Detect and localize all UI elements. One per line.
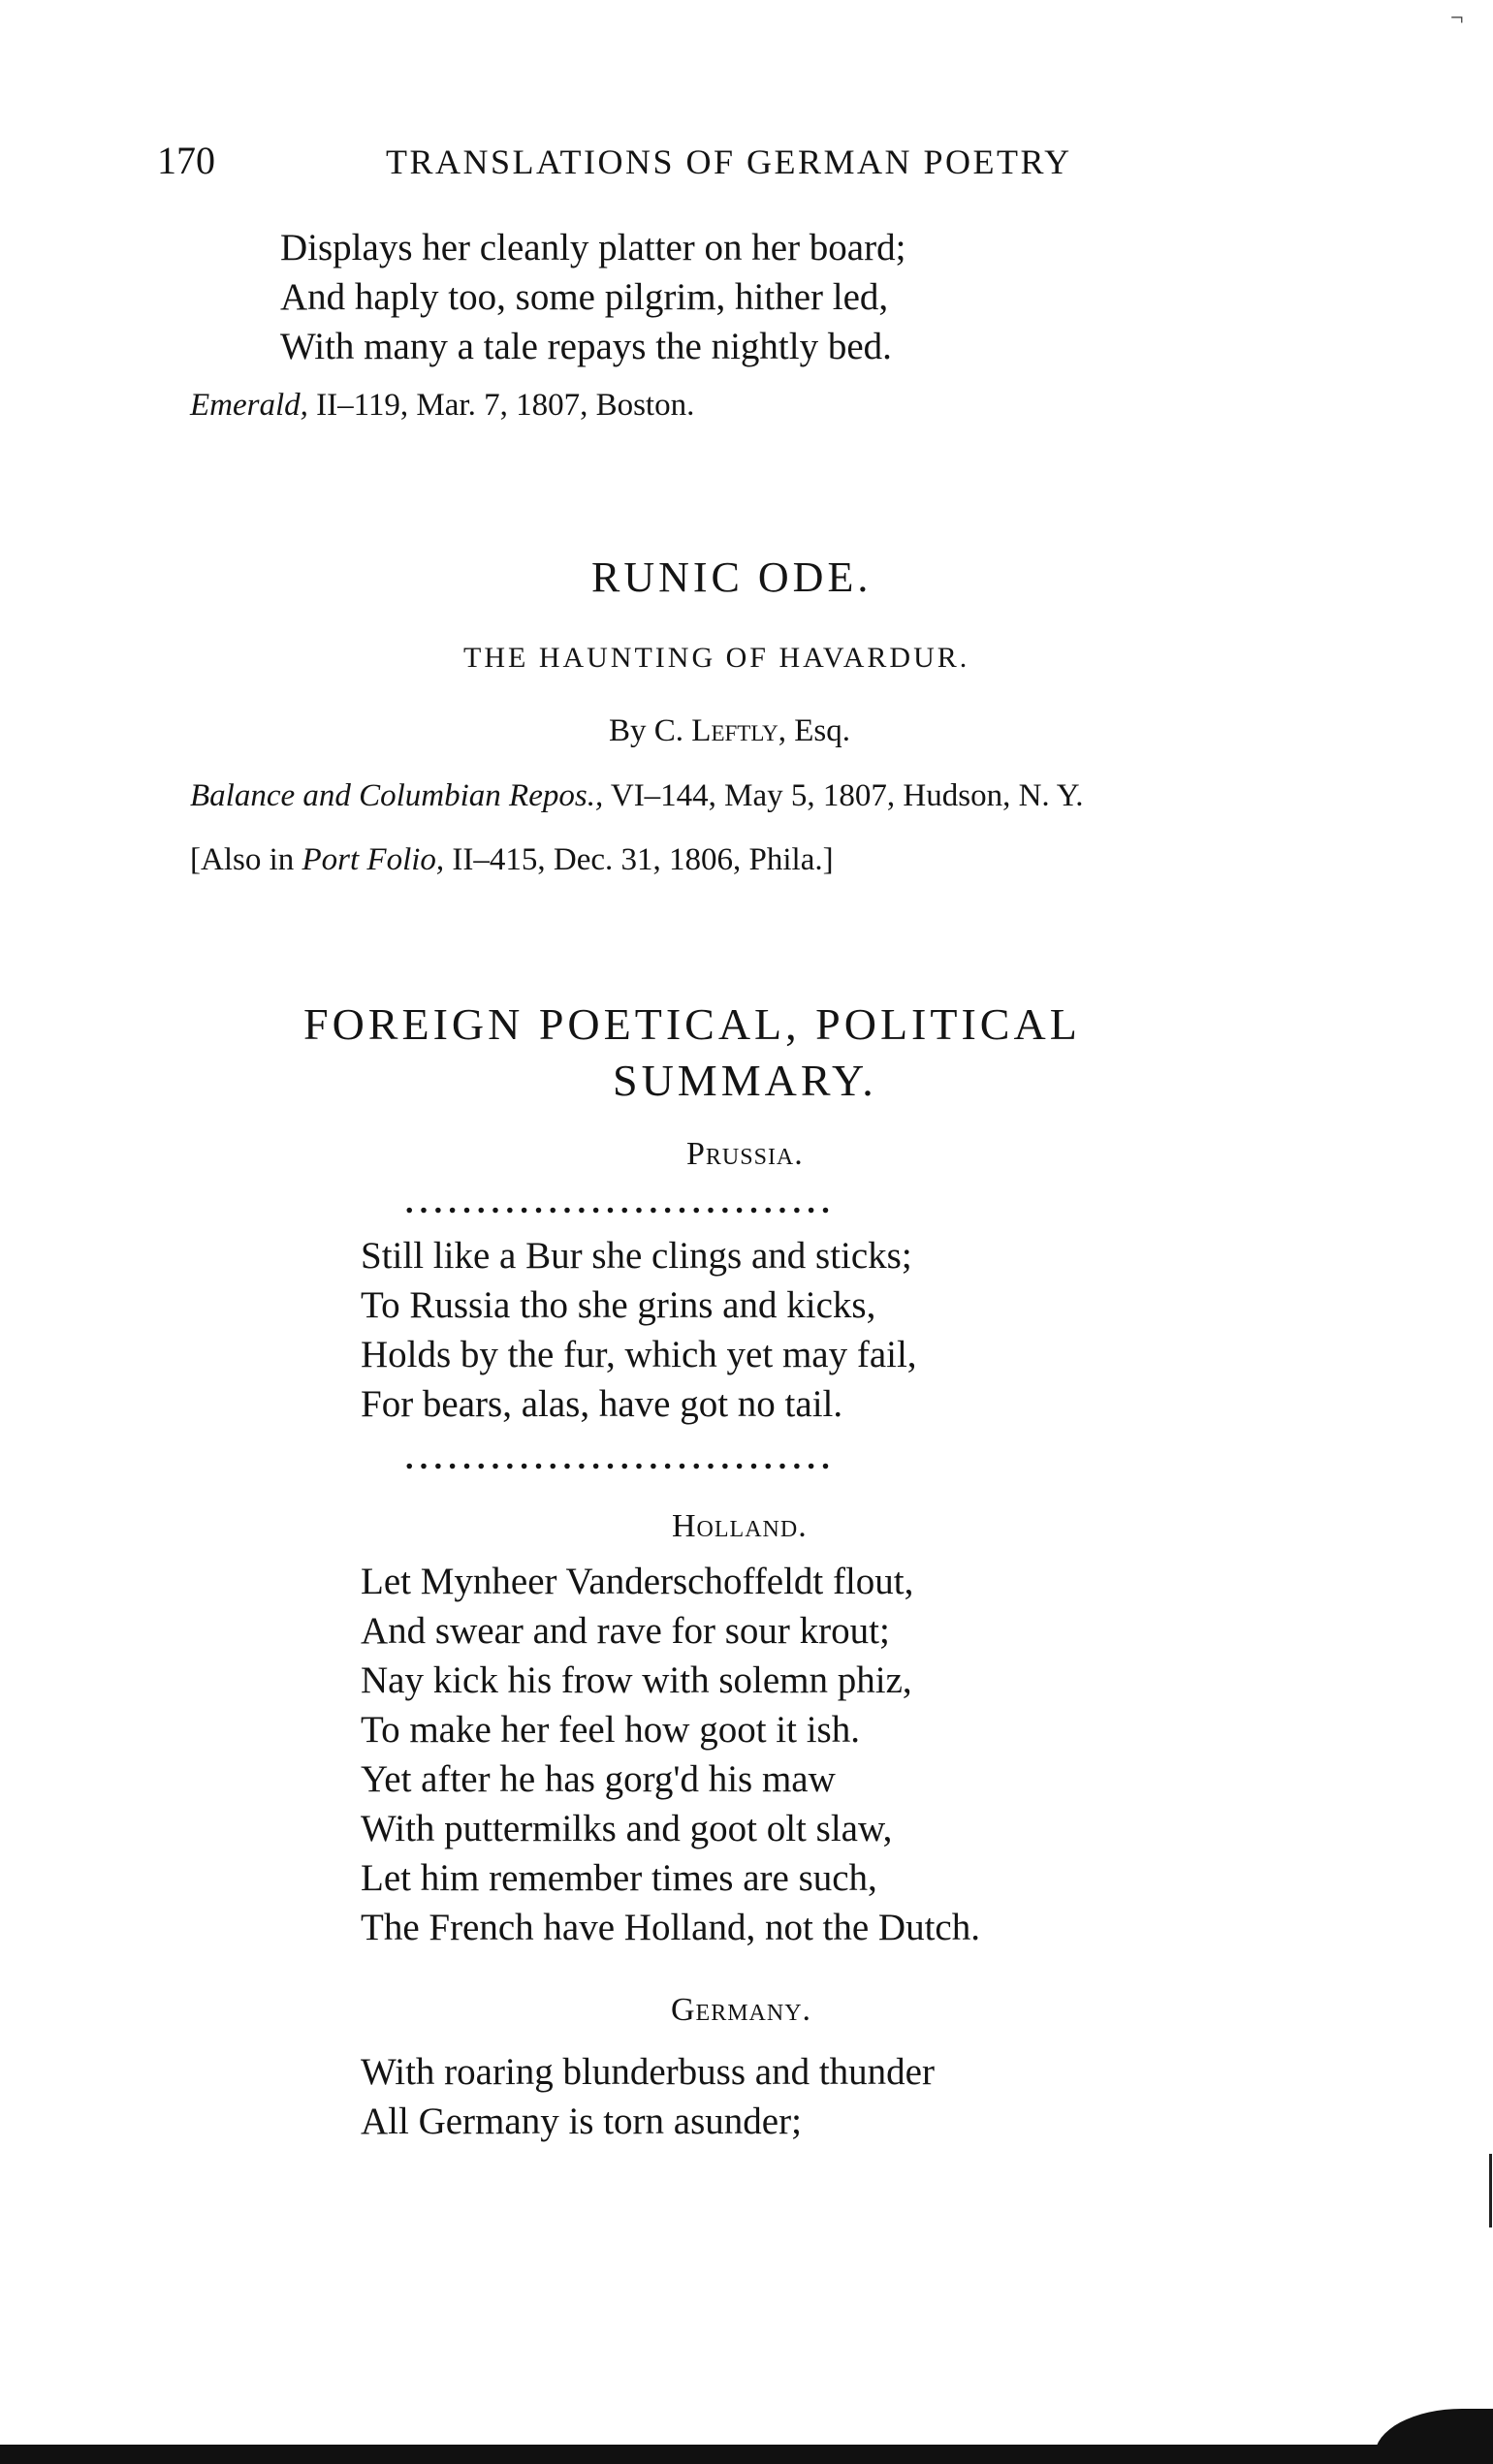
citation-detail: II–119, Mar. 7, 1807, Boston.: [307, 388, 695, 423]
citation-balance: [190, 778, 1084, 814]
citation-emerald: [190, 388, 694, 424]
page-number: 170: [157, 139, 215, 182]
byline-prefix: By C.: [609, 713, 692, 748]
verse-line: Let Mynheer Vanderschoffeldt flout,: [361, 1561, 914, 1602]
verse-line: Still like a Bur she clings and sticks;: [361, 1235, 912, 1277]
verse-line: With roaring blunderbuss and thunder: [361, 2051, 935, 2093]
summary-title-line-1: FOREIGN POETICAL, POLITICAL: [303, 999, 1081, 1049]
citation-source: Emerald,: [190, 388, 308, 423]
verse-line: To make her feel how goot it ish.: [361, 1709, 860, 1751]
verse-line: Displays her cleanly platter on her board;: [280, 227, 906, 269]
citation-source: Balance and Columbian Repos.,: [190, 778, 604, 813]
section-heading-germany: Germany.: [671, 1992, 812, 2028]
verse-line: To Russia tho she grins and kicks,: [361, 1284, 876, 1326]
citation-port-folio: [190, 842, 834, 878]
scan-edge-line: [1489, 2154, 1492, 2227]
verse-line: For bears, alas, have got no tail.: [361, 1383, 843, 1425]
verse-line: Yet after he has gorg'd his maw: [361, 1758, 836, 1800]
runic-ode-title: RUNIC ODE.: [591, 553, 873, 601]
holland-verse: [361, 1557, 980, 1952]
scan-bottom-edge: [0, 2445, 1493, 2464]
verse-line: Let him remember times are such,: [361, 1857, 877, 1899]
germany-verse: [361, 2047, 935, 2146]
verse-line: All Germany is torn asunder;: [361, 2101, 802, 2142]
verse-line: Holds by the fur, which yet may fail,: [361, 1334, 917, 1375]
section-heading-holland: Holland.: [672, 1508, 808, 1544]
citation-source: Port Folio,: [302, 842, 445, 877]
running-head-title: TRANSLATIONS OF GERMAN POETRY: [386, 142, 1072, 181]
verse-line: With many a tale repays the nightly bed.: [280, 326, 892, 367]
verse-line: The French have Holland, not the Dutch.: [361, 1907, 980, 1948]
byline-suffix: , Esq.: [778, 713, 850, 748]
byline-author: Leftly: [691, 713, 778, 748]
verse-line: And haply too, some pilgrim, hither led,: [280, 276, 889, 318]
corner-tick-mark: ¬: [1450, 6, 1464, 31]
citation-detail: II–415, Dec. 31, 1806, Phila.]: [444, 842, 834, 877]
verse-line: And swear and rave for sour krout;: [361, 1610, 890, 1652]
citation-prefix: [Also in: [190, 842, 302, 877]
summary-title-line-2: SUMMARY.: [613, 1056, 877, 1105]
ellipsis-row: ..............................: [405, 1440, 836, 1476]
byline: [609, 713, 850, 749]
opening-verse: [280, 223, 905, 371]
verse-line: With puttermilks and goot olt slaw,: [361, 1808, 893, 1849]
prussia-verse: [361, 1231, 917, 1429]
runic-ode-subtitle: THE HAUNTING OF HAVARDUR.: [463, 642, 970, 674]
section-heading-prussia: Prussia.: [686, 1136, 804, 1172]
verse-line: Nay kick his frow with solemn phiz,: [361, 1659, 912, 1701]
citation-detail: VI–144, May 5, 1807, Hudson, N. Y.: [603, 778, 1084, 813]
ellipsis-row: ..............................: [405, 1185, 836, 1220]
